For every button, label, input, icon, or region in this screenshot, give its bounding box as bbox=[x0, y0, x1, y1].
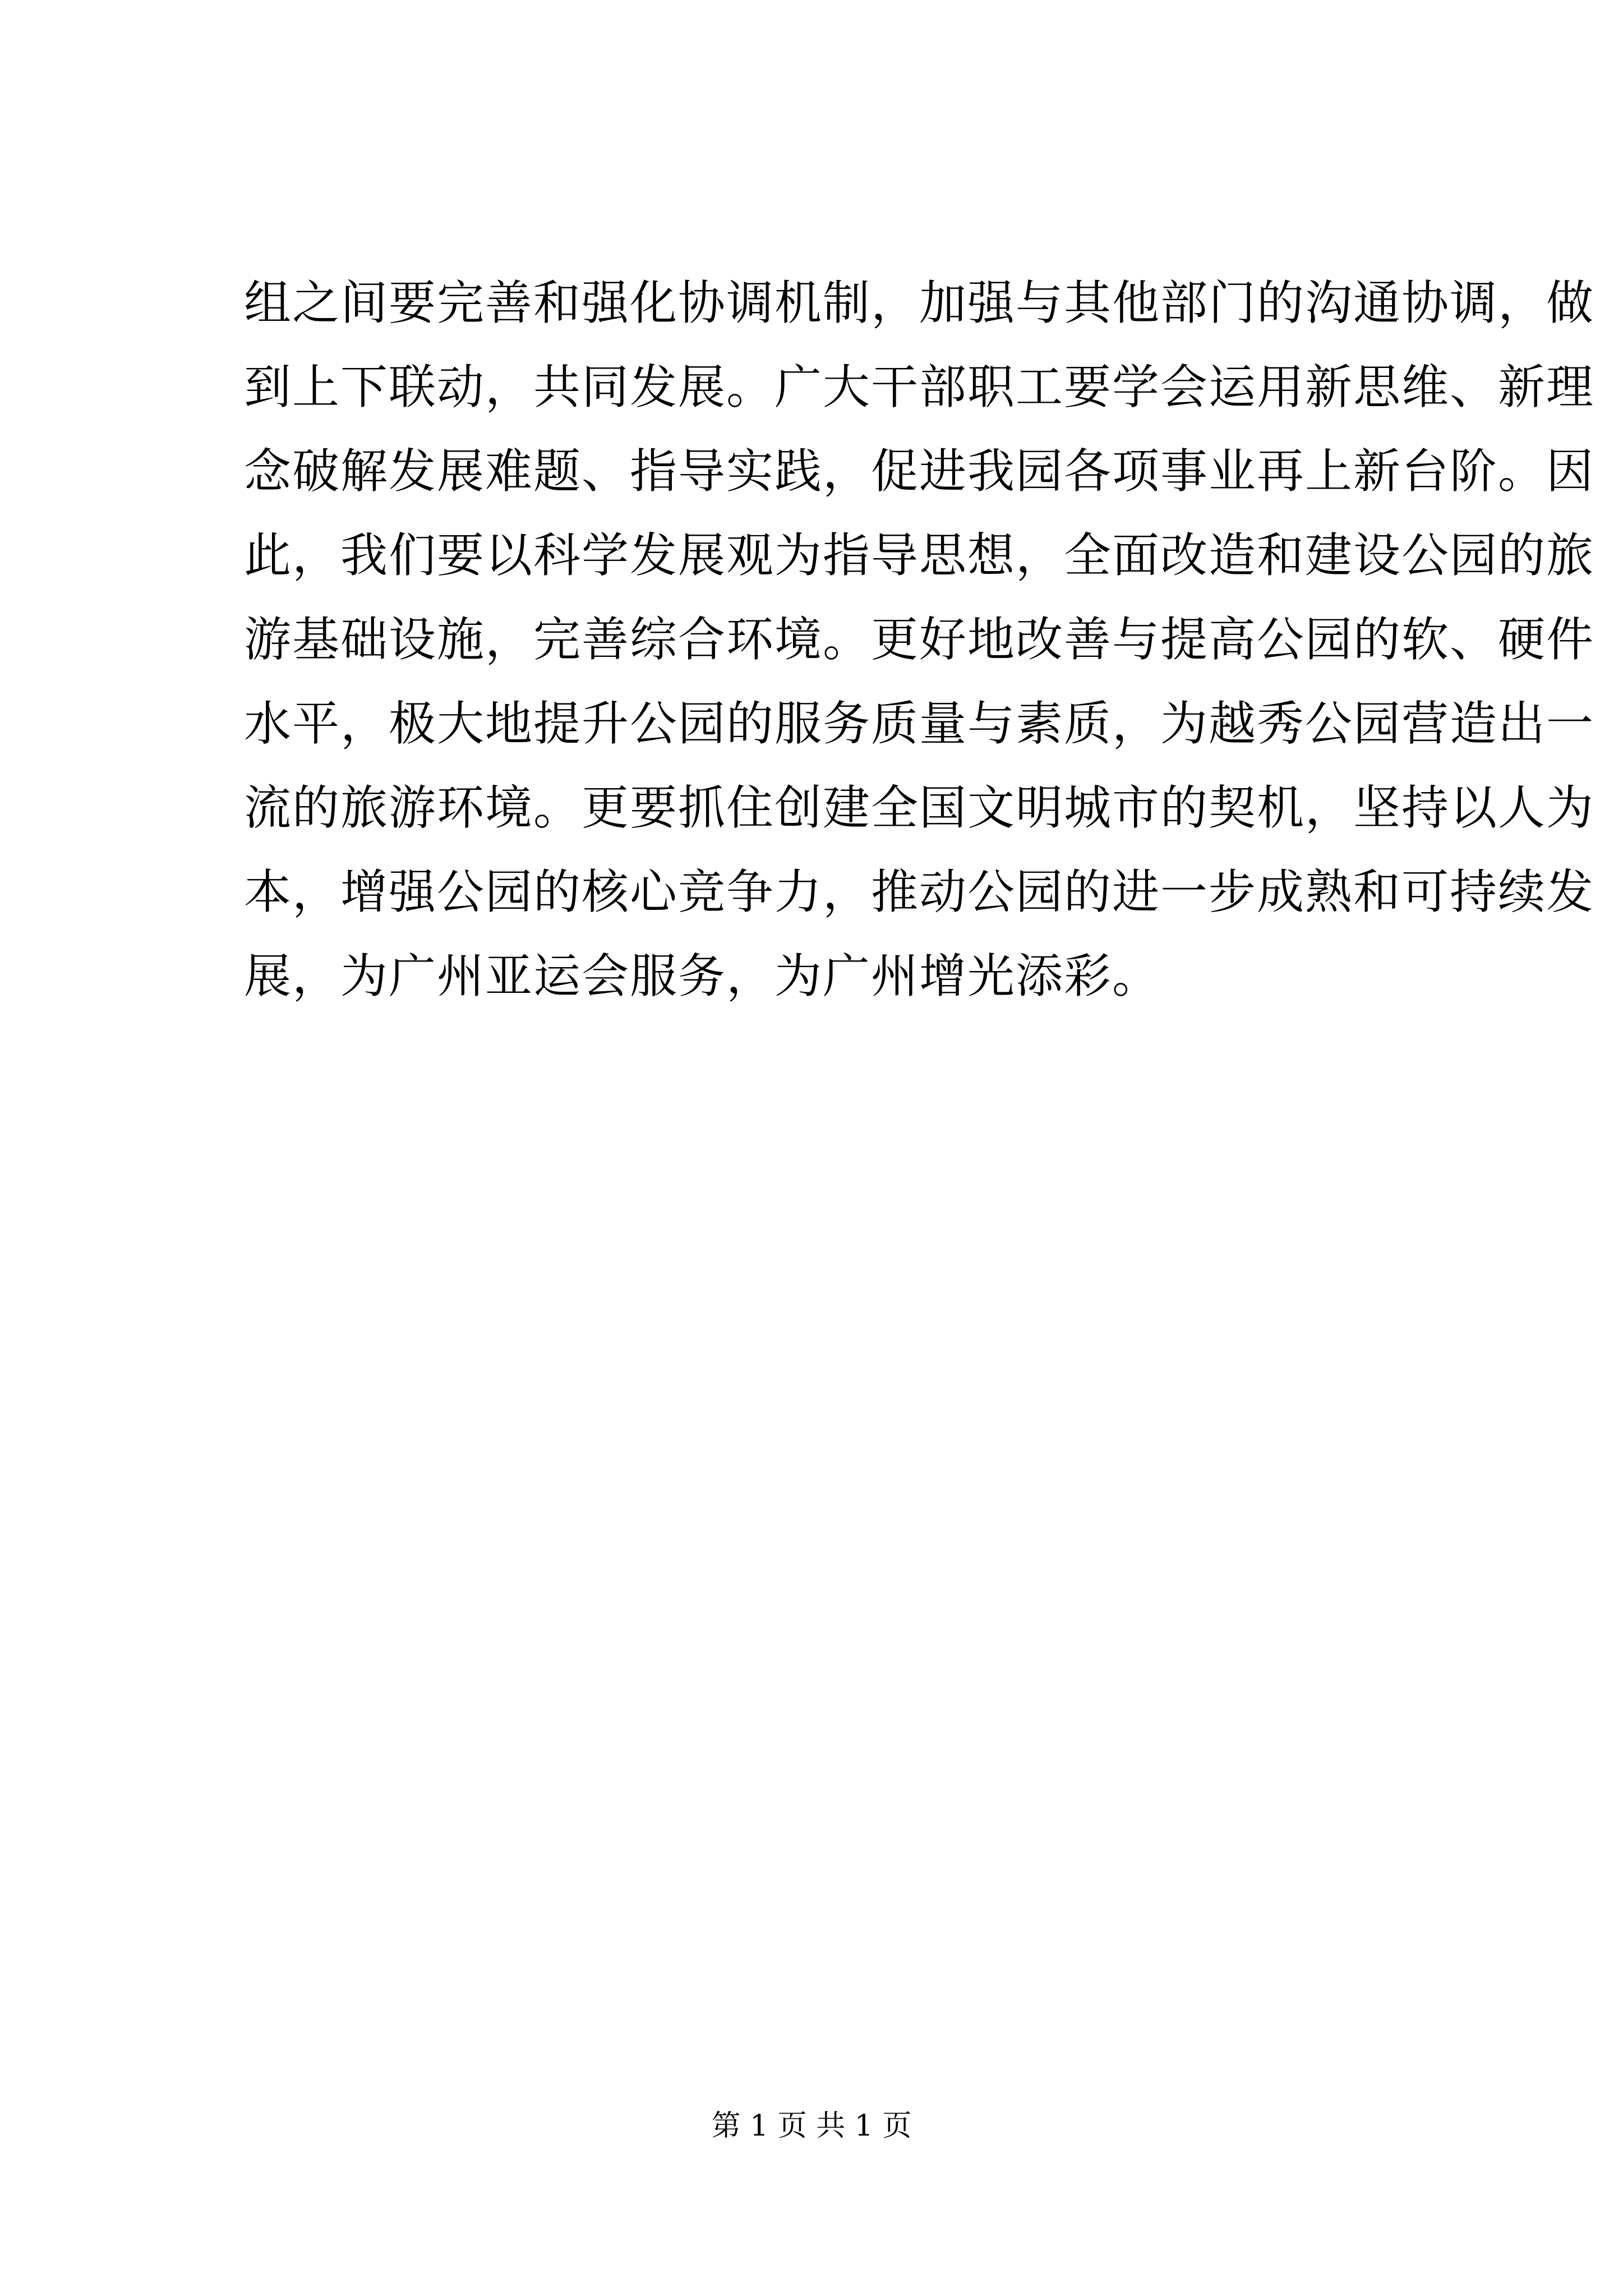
body-line-2: 到上下联动，共同发展。广大干部职工要学会运用新思维、新理 bbox=[244, 360, 1595, 415]
body-line-1: 组之间要完善和强化协调机制，加强与其他部门的沟通协调，做 bbox=[244, 275, 1595, 330]
body-line-5: 游基础设施，完善综合环境。更好地改善与提高公园的软、硬件 bbox=[244, 612, 1595, 667]
page-footer: 第 1 页 共 1 页 bbox=[711, 2109, 912, 2143]
body-line-7: 流的旅游环境。更要抓住创建全国文明城市的契机，坚持以人为 bbox=[244, 780, 1595, 835]
body-line-8: 本，增强公园的核心竞争力，推动公园的进一步成熟和可持续发 bbox=[244, 864, 1595, 919]
body-line-4: 此，我们要以科学发展观为指导思想，全面改造和建设公园的旅 bbox=[244, 528, 1595, 583]
body-line-6: 水平，极大地提升公园的服务质量与素质，为越秀公园营造出一 bbox=[244, 696, 1595, 751]
body-line-9: 展，为广州亚运会服务，为广州增光添彩。 bbox=[244, 949, 1161, 1004]
body-line-3: 念破解发展难题、指导实践，促进我园各项事业再上新台阶。因 bbox=[244, 444, 1595, 499]
body-paragraph bbox=[244, 261, 1595, 1018]
